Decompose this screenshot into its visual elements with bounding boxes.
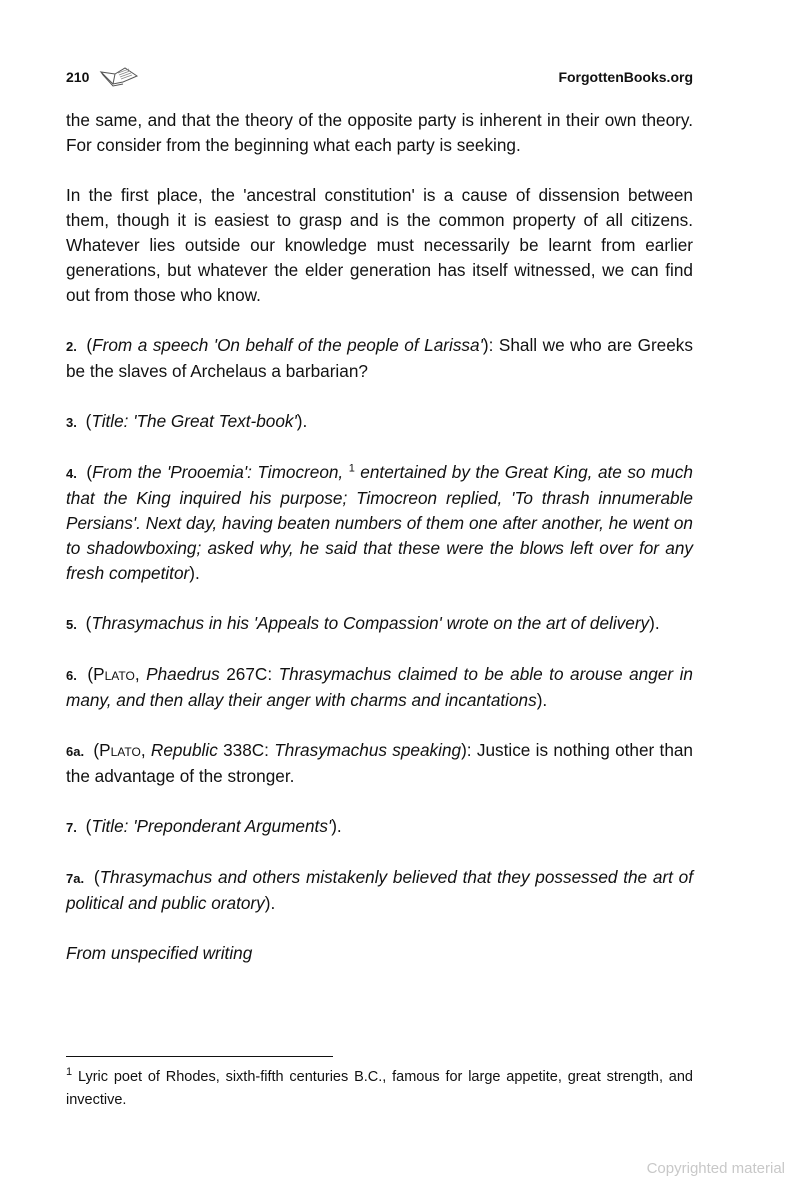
fragment-text: Thrasymachus claimed to be able to arouse anger in many, and then allay their anger with charms and incantations [66,664,693,710]
page-number: 210 [66,69,90,85]
fragment-5: 5. (Thrasymachus in his 'Appeals to Compassion' wrote on the art of delivery). [66,613,660,633]
fragment-context: Thrasymachus speaking [274,740,462,760]
fragment-4: 4. (From the 'Prooemia': Timocreon, $^1$ entertained by the Great King, ate so much that the King inquired his purpose; Timocreon replied, 'To thrash innumerable Persians'. Next day, having beaten numbers of them one after another, he went on to shadowboxing; asked why, he said that these were the blows left over for any fresh competitor). [66,462,693,583]
fragment-7: 7. (Title: 'Preponderant Arguments'). [66,816,342,836]
paragraph: In the first place, the 'ancestral constitution' is a cause of dissension between them, though it is easiest to grasp and is the common property of all citizens. Whatever lies outside our knowledge must necessarily be learnt from earlier generations, but whatever the elder generation has itself witnessed, we can find out from those who know. [66,185,693,305]
copyright-watermark: Copyrighted material [646,1160,785,1177]
fragment-3: 3. (Title: 'The Great Text-book'). [66,411,308,431]
footnote-marker: 1 [66,1066,73,1079]
paragraph: the same, and that the theory of the opposite party is inherent in their own theory. For consider from the beginning what each party is seeking. [66,110,693,155]
section-heading: From unspecified writing [66,943,253,963]
footnote-text: Lyric poet of Rhodes, sixth-fifth centuries B.C., famous for large appetite, great strength, and invective. [66,1069,693,1108]
work-title: Phaedrus [146,664,220,684]
fragment-text: Thrasymachus and others mistakenly believed that they possessed the art of political and public oratory [66,867,693,913]
fragment-number: 7a. [66,871,85,886]
fragment-text: ): Shall we who are Greeks be the slaves of Archelaus a barbarian? [66,335,693,381]
citation-ref: 338C: [217,740,275,760]
fragment-number: 7. [66,820,77,835]
citation-ref: 267C: [219,664,279,684]
fragment-number: 6. [66,668,77,683]
fragment-source: Title: 'Preponderant Arguments' [91,816,332,836]
fragment-source: From a speech 'On behalf of the people of Larissa' [92,335,483,355]
fragment-number: 6a. [66,744,85,759]
fragment-text: ): Justice is nothing other than the advantage of the stronger. [66,740,693,786]
fragment-source: Title: 'The Great Text-book' [91,411,297,431]
page-body [66,108,693,991]
fragment-number: 3. [66,415,77,430]
running-header [66,66,693,88]
site-name: ForgottenBooks.org [558,69,693,85]
fragment-number: 2. [66,339,77,354]
fragment-2: 2. (From a speech 'On behalf of the people of Larissa'): Shall we who are Greeks be the slaves of Archelaus a barbarian? [66,335,693,381]
fragment-text: From the 'Prooemia': Timocreon, [92,462,349,482]
fragment-number: 5. [66,617,77,632]
fragment-6a: 6a. (Plato, Republic 338C: Thrasymachus speaking): Justice is nothing other than the advantage of the stronger. [66,740,693,786]
author-name: Plato [99,740,141,760]
fragment-6: 6. (Plato, Phaedrus 267C: Thrasymachus claimed to be able to arouse anger in many, and then allay their anger with charms and incantations). [66,664,693,710]
footnote [66,1066,693,1112]
fragment-text: Thrasymachus in his 'Appeals to Compassion' wrote on the art of delivery [91,613,650,633]
fragment-text: entertained by the Great King, ate so much that the King inquired his purpose; Timocreon replied, 'To thrash innumerable Persians'. Next day, having beaten numbers of them one after another, he went on to shadowboxing; asked why, he said that these were the blows left over for any fresh competitor [66,462,693,583]
open-book-icon [99,66,139,88]
fragment-number: 4. [66,466,77,481]
footnote-ref[interactable]: 1 [348,462,355,475]
work-title: Republic [150,740,218,760]
header-left [66,66,139,88]
author-name: Plato [93,664,135,684]
fragment-7a: 7a. (Thrasymachus and others mistakenly believed that they possessed the art of political and public oratory). [66,867,693,913]
footnote-divider [66,1056,333,1057]
